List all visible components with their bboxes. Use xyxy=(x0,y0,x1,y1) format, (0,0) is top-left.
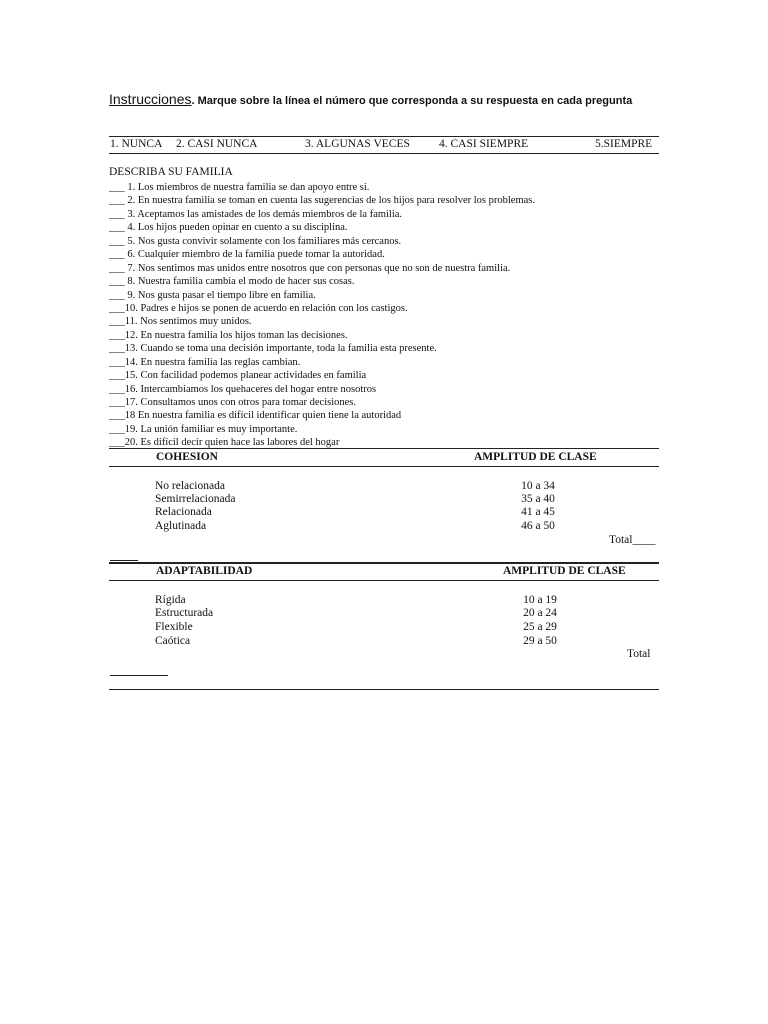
adaptabilidad-range: 29 a 50 xyxy=(523,635,557,647)
question-item: ___10. Padres e hijos se ponen de acuerdo en relación con los castigos. xyxy=(109,302,408,314)
rule-adaptabilidad-header-bottom xyxy=(109,580,659,581)
rule-bottom xyxy=(109,689,659,690)
question-item: ___16. Intercambiamos los quehaceres del hogar entre nosotros xyxy=(109,383,377,395)
cohesion-total-line xyxy=(110,560,138,561)
adaptabilidad-range: 10 a 19 xyxy=(523,594,557,606)
question-item: ___11. Nos sentimos muy unidos. xyxy=(109,316,252,328)
adaptabilidad-total: Total xyxy=(627,648,651,660)
cohesion-range-header: AMPLITUD DE CLASE xyxy=(474,451,597,463)
question-item: ___12. En nuestra familia los hijos toman las decisiones. xyxy=(109,329,348,341)
cohesion-header: COHESION xyxy=(156,451,218,463)
scale-option-4: 4. CASI SIEMPRE xyxy=(439,138,529,150)
question-item: ___ 6. Cualquier miembro de la familia puede tomar la autoridad. xyxy=(109,249,385,261)
rule-scale-bottom xyxy=(109,153,659,154)
question-item: ___ 2. En nuestra familia se toman en cuenta las sugerencias de los hijos para resolver los problemas. xyxy=(109,195,535,207)
question-item: ___13. Cuando se toma una decisión importante, toda la familia esta presente. xyxy=(109,343,437,355)
scale-option-3: 3. ALGUNAS VECES xyxy=(305,138,410,150)
instructions-text: . Marque sobre la línea el número que corresponda a su respuesta en cada pregunta xyxy=(191,95,633,107)
rule-adaptabilidad-top xyxy=(109,562,659,564)
question-item: ___19. La unión familiar es muy importante. xyxy=(109,423,298,435)
cohesion-range: 35 a 40 xyxy=(521,493,555,505)
question-item: ___20. Es difícil decir quien hace las labores del hogar xyxy=(109,437,340,449)
question-item: ___15. Con facilidad podemos planear actividades en familia xyxy=(109,370,367,382)
question-item: ___ 4. Los hijos pueden opinar en cuento a su disciplina. xyxy=(109,222,348,234)
question-item: ___18 En nuestra familia es difícil identificar quien tiene la autoridad xyxy=(109,410,402,422)
section-heading: DESCRIBA SU FAMILIA xyxy=(109,166,233,178)
question-item: ___ 7. Nos sentimos mas unidos entre nosotros que con personas que no son de nuestra familia. xyxy=(109,262,511,274)
cohesion-label: Semirrelacionada xyxy=(155,493,236,505)
question-item: ___ 5. Nos gusta convivir solamente con los familiares más cercanos. xyxy=(109,235,402,247)
question-item: ___ 1. Los miembros de nuestra familia se dan apoyo entre si. xyxy=(109,182,370,193)
cohesion-label: Relacionada xyxy=(155,506,212,518)
rule-cohesion-top xyxy=(109,448,659,449)
instructions xyxy=(109,92,659,109)
cohesion-label: No relacionada xyxy=(155,480,225,492)
rule-cohesion-header-bottom xyxy=(109,466,659,467)
scale-option-2: 2. CASI NUNCA xyxy=(176,138,258,150)
adaptabilidad-range: 25 a 29 xyxy=(523,621,557,633)
adaptabilidad-label: Estructurada xyxy=(155,607,214,619)
cohesion-total: Total____ xyxy=(609,534,656,546)
rule-top xyxy=(109,136,659,137)
question-item: ___ 9. Nos gusta pasar el tiempo libre en familia. xyxy=(109,289,316,301)
adaptabilidad-total-line xyxy=(110,675,168,676)
adaptabilidad-label: Flexible xyxy=(155,621,193,633)
adaptabilidad-label: Caótica xyxy=(155,635,191,647)
cohesion-range: 41 a 45 xyxy=(521,506,555,518)
cohesion-range: 46 a 50 xyxy=(521,520,555,532)
cohesion-label: Aglutinada xyxy=(155,520,207,532)
question-item: ___17. Consultamos unos con otros para tomar decisiones. xyxy=(109,397,357,408)
scale-option-5: 5.SIEMPRE xyxy=(595,138,653,150)
question-list xyxy=(109,181,669,450)
adaptabilidad-header: ADAPTABILIDAD xyxy=(156,565,253,577)
question-item: ___ 3. Aceptamos las amistades de los demás miembros de la familia. xyxy=(109,208,403,220)
scale-option-1: 1. NUNCA xyxy=(110,138,163,150)
cohesion-range: 10 a 34 xyxy=(521,480,555,492)
question-item: ___14. En nuestra familia las reglas cambian. xyxy=(109,356,301,368)
adaptabilidad-range: 20 a 24 xyxy=(523,607,557,619)
question-item: ___ 8. Nuestra familia cambia el modo de hacer sus cosas. xyxy=(109,276,355,288)
adaptabilidad-label: Rígida xyxy=(155,594,186,606)
adaptabilidad-range-header: AMPLITUD DE CLASE xyxy=(503,565,626,577)
instructions-title: Instrucciones xyxy=(109,91,192,107)
